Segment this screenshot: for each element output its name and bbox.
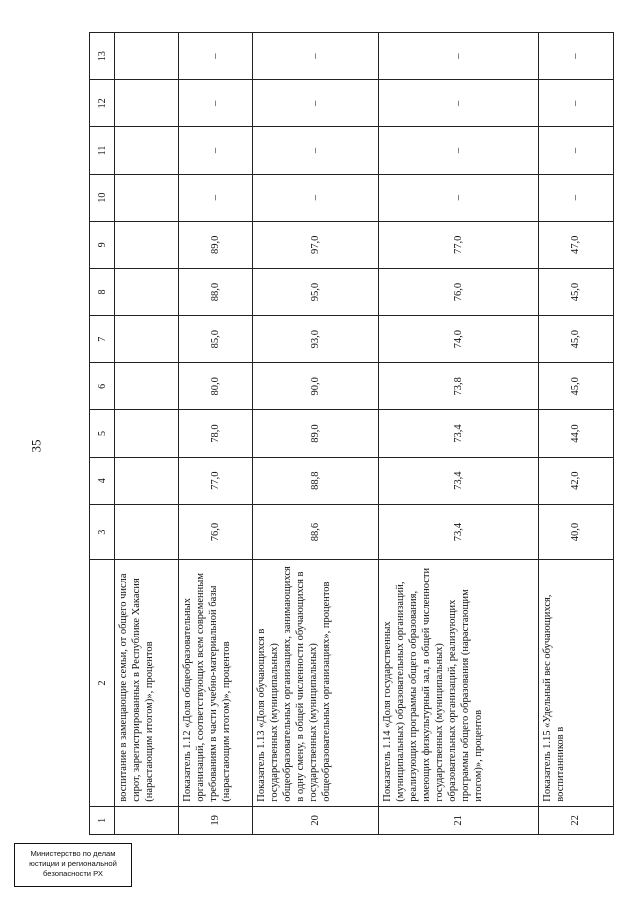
value-cell: 45,0 — [538, 316, 613, 363]
indicator-name: Показатель 1.12 «Доля общеобразовательных организаций, соответствующих всем современным требованиям в части учебно-материальной базы (нарастающим итогом)», процентов — [178, 560, 252, 806]
value-cell — [115, 457, 179, 504]
value-cell: 78,0 — [178, 410, 252, 457]
col-header: 5 — [90, 410, 115, 457]
col-header: 2 — [90, 560, 115, 806]
value-cell: 76,0 — [379, 268, 538, 315]
value-cell: 45,0 — [538, 268, 613, 315]
value-cell: – — [538, 80, 613, 127]
value-cell: – — [379, 80, 538, 127]
value-cell: – — [379, 33, 538, 80]
value-cell: 76,0 — [178, 504, 252, 560]
col-header: 7 — [90, 316, 115, 363]
value-cell: 89,0 — [178, 221, 252, 268]
col-header: 6 — [90, 363, 115, 410]
value-cell: 40,0 — [538, 504, 613, 560]
value-cell: – — [178, 80, 252, 127]
col-header: 11 — [90, 127, 115, 174]
value-cell: 85,0 — [178, 316, 252, 363]
value-cell: – — [178, 127, 252, 174]
value-cell: – — [379, 174, 538, 221]
value-cell: 88,0 — [178, 268, 252, 315]
value-cell: – — [178, 33, 252, 80]
value-cell: 90,0 — [252, 363, 379, 410]
value-cell: 88,8 — [252, 457, 379, 504]
value-cell: 88,6 — [252, 504, 379, 560]
col-header: 1 — [90, 806, 115, 834]
col-header: 13 — [90, 33, 115, 80]
row-number: 22 — [538, 806, 613, 834]
value-cell — [115, 504, 179, 560]
value-cell: – — [252, 80, 379, 127]
indicator-name: Показатель 1.14 «Доля государственных (муниципальных) образовательных организаций, реализующих программы общего образования, имеющих физкультурный зал, в общей численности государственных (муниципальных) образовательных организаций, реализующих программы общего образования (нарастающим итогом)», процентов — [379, 560, 538, 806]
value-cell: 73,4 — [379, 504, 538, 560]
stamp-line: юстиции и региональной — [29, 859, 117, 868]
page-number: 35 — [28, 439, 44, 453]
col-header: 10 — [90, 174, 115, 221]
value-cell — [115, 33, 179, 80]
value-cell — [115, 174, 179, 221]
col-header: 4 — [90, 457, 115, 504]
value-cell: – — [252, 127, 379, 174]
stamp-line: Министерство по делам — [30, 849, 116, 858]
value-cell: – — [252, 33, 379, 80]
table-row — [379, 33, 538, 835]
value-cell: 74,0 — [379, 316, 538, 363]
value-cell: 45,0 — [538, 363, 613, 410]
value-cell — [115, 410, 179, 457]
value-cell: 89,0 — [252, 410, 379, 457]
value-cell: 73,4 — [379, 410, 538, 457]
value-cell: – — [538, 33, 613, 80]
value-cell: 95,0 — [252, 268, 379, 315]
header-row — [90, 33, 115, 835]
col-header: 3 — [90, 504, 115, 560]
value-cell — [115, 221, 179, 268]
value-cell: 77,0 — [379, 221, 538, 268]
indicator-name: воспитание в замещающие семьи, от общего числа сирот, зарегистрированных в Республике Хакасия (нарастающим итогом)», процентов — [115, 560, 179, 806]
row-number — [115, 806, 179, 834]
value-cell: 73,4 — [379, 457, 538, 504]
value-cell — [115, 268, 179, 315]
registration-stamp — [14, 843, 132, 887]
table-container — [89, 32, 614, 835]
indicator-name: Показатель 1.15 «Удельный вес обучающихся, воспитанников в — [538, 560, 613, 806]
value-cell — [115, 316, 179, 363]
value-cell — [115, 363, 179, 410]
value-cell: – — [538, 127, 613, 174]
value-cell: 77,0 — [178, 457, 252, 504]
value-cell: 73,8 — [379, 363, 538, 410]
row-number: 20 — [252, 806, 379, 834]
col-header: 12 — [90, 80, 115, 127]
row-number: 19 — [178, 806, 252, 834]
table-row — [252, 33, 379, 835]
value-cell — [115, 127, 179, 174]
value-cell: 80,0 — [178, 363, 252, 410]
indicators-table — [89, 32, 614, 835]
table-row — [178, 33, 252, 835]
value-cell: 47,0 — [538, 221, 613, 268]
value-cell — [115, 80, 179, 127]
value-cell: 97,0 — [252, 221, 379, 268]
value-cell: – — [178, 174, 252, 221]
col-header: 9 — [90, 221, 115, 268]
indicator-name: Показатель 1.13 «Доля обучающихся в государственных (муниципальных) общеобразовательных организациях, занимающихся в одну смену, в общей численности обучающихся в государственных (муниципальных) общеобразовательных организациях», процентов — [252, 560, 379, 806]
value-cell: – — [252, 174, 379, 221]
stamp-line: безопасности РХ — [43, 869, 103, 878]
value-cell: – — [538, 174, 613, 221]
value-cell: – — [379, 127, 538, 174]
table-row — [115, 33, 179, 835]
value-cell: 93,0 — [252, 316, 379, 363]
table-row — [538, 33, 613, 835]
value-cell: 44,0 — [538, 410, 613, 457]
col-header: 8 — [90, 268, 115, 315]
value-cell: 42,0 — [538, 457, 613, 504]
row-number: 21 — [379, 806, 538, 834]
